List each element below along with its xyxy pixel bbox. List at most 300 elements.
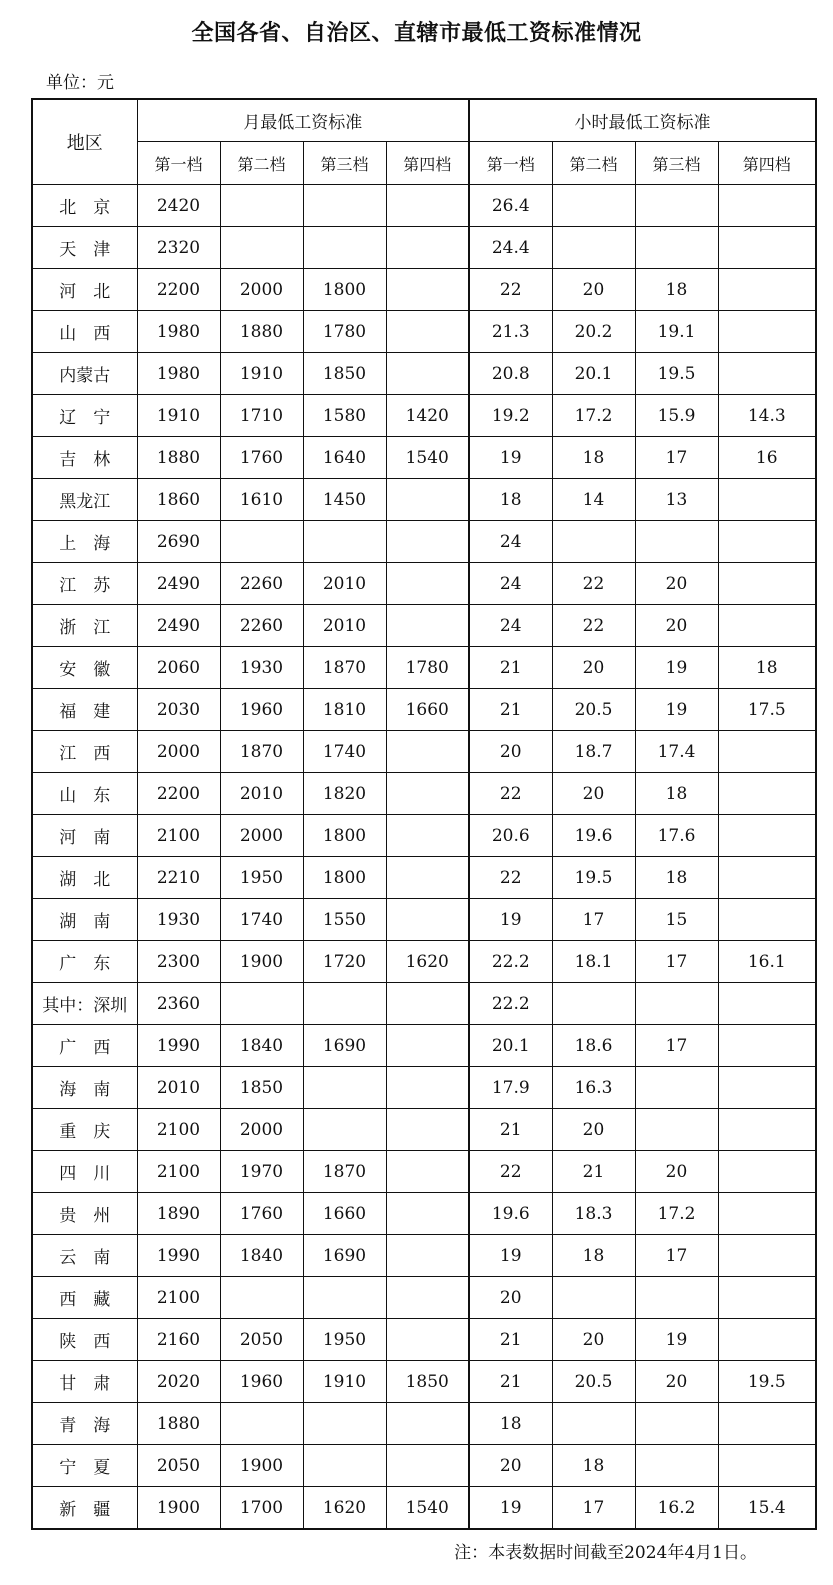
hourly-value-cell: [718, 1067, 816, 1109]
hourly-value-cell: 21: [469, 1361, 552, 1403]
monthly-value-cell: 1800: [303, 815, 386, 857]
monthly-value-cell: 1760: [220, 1193, 303, 1235]
monthly-value-cell: 1820: [303, 773, 386, 815]
table-row: [32, 185, 816, 227]
hourly-value-cell: 16.3: [552, 1067, 635, 1109]
hourly-value-cell: 20: [635, 605, 718, 647]
monthly-value-cell: 1880: [137, 1403, 220, 1445]
page-title: 全国各省、自治区、直辖市最低工资标准情况: [191, 21, 642, 46]
hourly-value-cell: 17.9: [469, 1067, 552, 1109]
monthly-value-cell: 1870: [303, 1151, 386, 1193]
monthly-value-cell: 1950: [220, 857, 303, 899]
hourly-value-cell: 19.5: [718, 1361, 816, 1403]
hourly-value-cell: [718, 1193, 816, 1235]
monthly-value-cell: 2300: [137, 941, 220, 983]
hourly-value-cell: [718, 521, 816, 563]
monthly-value-cell: [386, 1445, 469, 1487]
monthly-value-cell: [386, 1193, 469, 1235]
hourly-value-cell: 26.4: [469, 185, 552, 227]
monthly-value-cell: 1420: [386, 395, 469, 437]
hourly-tier-2: 第二档: [552, 142, 635, 185]
monthly-value-cell: 1860: [137, 479, 220, 521]
hourly-value-cell: 20: [469, 731, 552, 773]
region-cell: 新 疆: [32, 1487, 137, 1530]
region-cell: 西 藏: [32, 1277, 137, 1319]
hourly-value-cell: 19: [635, 689, 718, 731]
monthly-tier-3: 第三档: [303, 142, 386, 185]
monthly-value-cell: [220, 185, 303, 227]
monthly-value-cell: 1810: [303, 689, 386, 731]
monthly-value-cell: [386, 773, 469, 815]
table-row: [32, 1193, 816, 1235]
monthly-value-cell: [386, 479, 469, 521]
table-row: [32, 1025, 816, 1067]
region-cell: 河 北: [32, 269, 137, 311]
monthly-value-cell: 2010: [137, 1067, 220, 1109]
hourly-value-cell: 21: [469, 1319, 552, 1361]
monthly-value-cell: [386, 731, 469, 773]
region-cell: 海 南: [32, 1067, 137, 1109]
monthly-value-cell: [386, 1403, 469, 1445]
hourly-value-cell: 20.2: [552, 311, 635, 353]
monthly-value-cell: 1840: [220, 1025, 303, 1067]
monthly-value-cell: 2030: [137, 689, 220, 731]
monthly-value-cell: [386, 185, 469, 227]
region-cell: 上 海: [32, 521, 137, 563]
monthly-value-cell: [386, 311, 469, 353]
hourly-value-cell: 18: [635, 857, 718, 899]
hourly-value-cell: 21: [469, 689, 552, 731]
region-cell: 安 徽: [32, 647, 137, 689]
hourly-value-cell: 22: [469, 1151, 552, 1193]
table-row: [32, 1151, 816, 1193]
monthly-value-cell: 1990: [137, 1025, 220, 1067]
minimum-wage-table: [31, 98, 817, 1530]
monthly-value-cell: [386, 605, 469, 647]
hourly-value-cell: 20.5: [552, 689, 635, 731]
hourly-value-cell: 18: [635, 269, 718, 311]
table-row: [32, 1067, 816, 1109]
monthly-value-cell: 1880: [220, 311, 303, 353]
hourly-value-cell: 20: [635, 563, 718, 605]
hourly-value-cell: [635, 185, 718, 227]
region-cell: 辽 宁: [32, 395, 137, 437]
region-cell: 湖 南: [32, 899, 137, 941]
monthly-value-cell: 1960: [220, 1361, 303, 1403]
monthly-value-cell: 2000: [220, 269, 303, 311]
table-row: [32, 899, 816, 941]
monthly-value-cell: 2050: [220, 1319, 303, 1361]
hourly-value-cell: 19.2: [469, 395, 552, 437]
hourly-value-cell: 21.3: [469, 311, 552, 353]
monthly-value-cell: 1540: [386, 1487, 469, 1530]
monthly-value-cell: 1690: [303, 1025, 386, 1067]
hourly-value-cell: 18.6: [552, 1025, 635, 1067]
hourly-value-cell: [718, 353, 816, 395]
hourly-value-cell: 19.1: [635, 311, 718, 353]
region-cell: 天 津: [32, 227, 137, 269]
monthly-value-cell: [220, 1277, 303, 1319]
monthly-value-cell: 1710: [220, 395, 303, 437]
region-cell: 贵 州: [32, 1193, 137, 1235]
hourly-value-cell: 17.4: [635, 731, 718, 773]
monthly-value-cell: [386, 815, 469, 857]
monthly-value-cell: 1970: [220, 1151, 303, 1193]
hourly-value-cell: [718, 983, 816, 1025]
monthly-value-cell: 1980: [137, 311, 220, 353]
hourly-value-cell: 20: [635, 1361, 718, 1403]
monthly-header: 月最低工资标准: [137, 99, 469, 142]
monthly-value-cell: 2060: [137, 647, 220, 689]
monthly-value-cell: [386, 1109, 469, 1151]
region-cell: 内蒙古: [32, 353, 137, 395]
table-row: [32, 815, 816, 857]
table-row: [32, 689, 816, 731]
monthly-value-cell: 2100: [137, 815, 220, 857]
monthly-value-cell: 2000: [220, 1109, 303, 1151]
hourly-value-cell: 20: [635, 1151, 718, 1193]
monthly-tier-1: 第一档: [137, 142, 220, 185]
region-cell: 广 东: [32, 941, 137, 983]
monthly-value-cell: 2100: [137, 1151, 220, 1193]
hourly-value-cell: 20: [552, 269, 635, 311]
monthly-value-cell: 2100: [137, 1109, 220, 1151]
monthly-value-cell: 1740: [303, 731, 386, 773]
monthly-value-cell: 1850: [303, 353, 386, 395]
monthly-value-cell: 1900: [220, 1445, 303, 1487]
region-cell: 宁 夏: [32, 1445, 137, 1487]
hourly-value-cell: 18: [635, 773, 718, 815]
region-cell: 福 建: [32, 689, 137, 731]
hourly-value-cell: 20: [552, 1319, 635, 1361]
monthly-value-cell: 2200: [137, 269, 220, 311]
monthly-value-cell: 1660: [386, 689, 469, 731]
table-row: [32, 773, 816, 815]
monthly-value-cell: 1720: [303, 941, 386, 983]
region-cell: 云 南: [32, 1235, 137, 1277]
table-row: [32, 1319, 816, 1361]
table-row: [32, 647, 816, 689]
region-cell: 浙 江: [32, 605, 137, 647]
hourly-value-cell: [718, 269, 816, 311]
hourly-value-cell: [635, 1109, 718, 1151]
monthly-value-cell: 1910: [303, 1361, 386, 1403]
hourly-value-cell: [718, 1109, 816, 1151]
hourly-value-cell: [635, 521, 718, 563]
hourly-value-cell: 19.5: [635, 353, 718, 395]
hourly-value-cell: 22: [469, 269, 552, 311]
hourly-value-cell: [718, 479, 816, 521]
hourly-value-cell: 18: [469, 1403, 552, 1445]
monthly-value-cell: [303, 1277, 386, 1319]
table-row: [32, 521, 816, 563]
hourly-value-cell: 17: [635, 941, 718, 983]
monthly-value-cell: 2320: [137, 227, 220, 269]
monthly-value-cell: 1910: [220, 353, 303, 395]
hourly-value-cell: 17.5: [718, 689, 816, 731]
hourly-value-cell: 19.6: [469, 1193, 552, 1235]
hourly-value-cell: [635, 983, 718, 1025]
monthly-value-cell: 1700: [220, 1487, 303, 1530]
monthly-value-cell: [220, 227, 303, 269]
hourly-value-cell: [552, 521, 635, 563]
hourly-value-cell: 19: [469, 437, 552, 479]
hourly-value-cell: [718, 899, 816, 941]
monthly-value-cell: [303, 227, 386, 269]
monthly-value-cell: [220, 1403, 303, 1445]
monthly-value-cell: [303, 1403, 386, 1445]
hourly-value-cell: 17: [635, 1235, 718, 1277]
hourly-value-cell: [718, 1025, 816, 1067]
monthly-value-cell: 1870: [220, 731, 303, 773]
hourly-value-cell: 17.2: [552, 395, 635, 437]
monthly-value-cell: [303, 185, 386, 227]
hourly-value-cell: 18: [552, 1445, 635, 1487]
hourly-value-cell: 16: [718, 437, 816, 479]
hourly-value-cell: 13: [635, 479, 718, 521]
monthly-value-cell: 1610: [220, 479, 303, 521]
hourly-value-cell: [718, 227, 816, 269]
monthly-value-cell: 2260: [220, 563, 303, 605]
monthly-value-cell: [386, 1235, 469, 1277]
table-row: [32, 605, 816, 647]
region-cell: 湖 北: [32, 857, 137, 899]
hourly-value-cell: [552, 185, 635, 227]
hourly-value-cell: 19.5: [552, 857, 635, 899]
region-cell: 甘 肃: [32, 1361, 137, 1403]
hourly-value-cell: 20.5: [552, 1361, 635, 1403]
region-cell: 其中：深圳: [32, 983, 137, 1025]
hourly-value-cell: 17.2: [635, 1193, 718, 1235]
monthly-value-cell: 1840: [220, 1235, 303, 1277]
table-row: [32, 395, 816, 437]
table-row: [32, 227, 816, 269]
monthly-value-cell: 1690: [303, 1235, 386, 1277]
hourly-value-cell: 15.9: [635, 395, 718, 437]
monthly-value-cell: 2690: [137, 521, 220, 563]
hourly-value-cell: [718, 605, 816, 647]
hourly-value-cell: 20.1: [469, 1025, 552, 1067]
hourly-value-cell: 18: [552, 1235, 635, 1277]
monthly-value-cell: 1850: [386, 1361, 469, 1403]
monthly-value-cell: 2490: [137, 563, 220, 605]
hourly-value-cell: 17: [635, 437, 718, 479]
hourly-header: 小时最低工资标准: [469, 99, 816, 142]
monthly-value-cell: 2010: [303, 563, 386, 605]
table-row: [32, 311, 816, 353]
hourly-value-cell: [718, 1403, 816, 1445]
region-cell: 江 苏: [32, 563, 137, 605]
region-cell: 山 西: [32, 311, 137, 353]
monthly-value-cell: 1930: [220, 647, 303, 689]
monthly-value-cell: [220, 983, 303, 1025]
monthly-value-cell: 2210: [137, 857, 220, 899]
monthly-value-cell: 1850: [220, 1067, 303, 1109]
hourly-value-cell: 20.6: [469, 815, 552, 857]
hourly-value-cell: 19: [635, 1319, 718, 1361]
table-body: [32, 185, 816, 1530]
monthly-value-cell: 1950: [303, 1319, 386, 1361]
hourly-value-cell: 20.1: [552, 353, 635, 395]
hourly-value-cell: 22.2: [469, 983, 552, 1025]
region-cell: 北 京: [32, 185, 137, 227]
monthly-value-cell: [386, 1151, 469, 1193]
table-row: [32, 353, 816, 395]
table-row: [32, 1277, 816, 1319]
hourly-value-cell: 17.6: [635, 815, 718, 857]
hourly-tier-3: 第三档: [635, 142, 718, 185]
hourly-value-cell: [552, 1403, 635, 1445]
monthly-value-cell: 1620: [386, 941, 469, 983]
region-cell: 广 西: [32, 1025, 137, 1067]
hourly-value-cell: 24: [469, 605, 552, 647]
header-row-groups: [32, 99, 816, 142]
monthly-value-cell: 2260: [220, 605, 303, 647]
hourly-value-cell: [718, 563, 816, 605]
hourly-value-cell: 17: [552, 1487, 635, 1530]
monthly-value-cell: 2490: [137, 605, 220, 647]
monthly-value-cell: 2420: [137, 185, 220, 227]
hourly-value-cell: 22: [469, 773, 552, 815]
monthly-value-cell: 2200: [137, 773, 220, 815]
hourly-value-cell: 24: [469, 521, 552, 563]
monthly-value-cell: [386, 563, 469, 605]
monthly-value-cell: [303, 983, 386, 1025]
hourly-value-cell: [552, 983, 635, 1025]
hourly-value-cell: 20: [469, 1277, 552, 1319]
monthly-value-cell: 1870: [303, 647, 386, 689]
monthly-value-cell: 1620: [303, 1487, 386, 1530]
monthly-value-cell: 1910: [137, 395, 220, 437]
monthly-value-cell: 2000: [137, 731, 220, 773]
monthly-value-cell: 2050: [137, 1445, 220, 1487]
monthly-value-cell: [386, 269, 469, 311]
region-cell: 黑龙江: [32, 479, 137, 521]
monthly-value-cell: [386, 1277, 469, 1319]
hourly-value-cell: 19: [469, 1487, 552, 1530]
hourly-value-cell: 14: [552, 479, 635, 521]
header-row-tiers: [32, 142, 816, 185]
monthly-value-cell: 1540: [386, 437, 469, 479]
hourly-value-cell: 20: [552, 773, 635, 815]
hourly-value-cell: 22.2: [469, 941, 552, 983]
table-row: [32, 1487, 816, 1530]
hourly-value-cell: [552, 1277, 635, 1319]
region-cell: 重 庆: [32, 1109, 137, 1151]
hourly-value-cell: [718, 185, 816, 227]
region-cell: 吉 林: [32, 437, 137, 479]
monthly-value-cell: [386, 521, 469, 563]
hourly-value-cell: 19.6: [552, 815, 635, 857]
hourly-value-cell: 17: [635, 1025, 718, 1067]
table-row: [32, 437, 816, 479]
monthly-value-cell: 1800: [303, 269, 386, 311]
monthly-value-cell: [220, 521, 303, 563]
region-cell: 山 东: [32, 773, 137, 815]
hourly-value-cell: [718, 857, 816, 899]
monthly-value-cell: 2020: [137, 1361, 220, 1403]
table-row: [32, 1445, 816, 1487]
monthly-value-cell: 2010: [220, 773, 303, 815]
monthly-value-cell: 1880: [137, 437, 220, 479]
hourly-value-cell: 18.1: [552, 941, 635, 983]
monthly-value-cell: [303, 1067, 386, 1109]
monthly-value-cell: 1900: [220, 941, 303, 983]
hourly-value-cell: 21: [552, 1151, 635, 1193]
monthly-value-cell: 1800: [303, 857, 386, 899]
region-header: 地区: [32, 99, 137, 185]
hourly-value-cell: 22: [552, 563, 635, 605]
hourly-value-cell: 15: [635, 899, 718, 941]
table-row: [32, 983, 816, 1025]
monthly-tier-4: 第四档: [386, 142, 469, 185]
hourly-value-cell: 18.7: [552, 731, 635, 773]
monthly-value-cell: 2160: [137, 1319, 220, 1361]
hourly-value-cell: 18.3: [552, 1193, 635, 1235]
monthly-value-cell: 1550: [303, 899, 386, 941]
hourly-value-cell: 22: [469, 857, 552, 899]
hourly-value-cell: [718, 1277, 816, 1319]
monthly-tier-2: 第二档: [220, 142, 303, 185]
hourly-value-cell: 20: [552, 1109, 635, 1151]
hourly-value-cell: [718, 311, 816, 353]
monthly-value-cell: 1660: [303, 1193, 386, 1235]
monthly-value-cell: 1740: [220, 899, 303, 941]
monthly-value-cell: [303, 1445, 386, 1487]
hourly-value-cell: 19: [469, 899, 552, 941]
hourly-value-cell: 20.8: [469, 353, 552, 395]
hourly-value-cell: 19: [635, 647, 718, 689]
region-cell: 河 南: [32, 815, 137, 857]
hourly-value-cell: 20: [469, 1445, 552, 1487]
monthly-value-cell: [303, 1109, 386, 1151]
monthly-value-cell: 1960: [220, 689, 303, 731]
monthly-value-cell: 1930: [137, 899, 220, 941]
region-cell: 江 西: [32, 731, 137, 773]
table-row: [32, 269, 816, 311]
hourly-value-cell: [635, 227, 718, 269]
hourly-value-cell: [635, 1067, 718, 1109]
hourly-value-cell: [552, 227, 635, 269]
hourly-value-cell: 14.3: [718, 395, 816, 437]
monthly-value-cell: 2100: [137, 1277, 220, 1319]
hourly-value-cell: 16.2: [635, 1487, 718, 1530]
monthly-value-cell: 1780: [303, 311, 386, 353]
hourly-value-cell: [718, 1319, 816, 1361]
table-row: [32, 1403, 816, 1445]
hourly-value-cell: [635, 1403, 718, 1445]
monthly-value-cell: 1760: [220, 437, 303, 479]
hourly-value-cell: [718, 1445, 816, 1487]
hourly-value-cell: 21: [469, 647, 552, 689]
monthly-value-cell: 1900: [137, 1487, 220, 1530]
table-row: [32, 563, 816, 605]
monthly-value-cell: [386, 1067, 469, 1109]
monthly-value-cell: 1450: [303, 479, 386, 521]
hourly-value-cell: 24.4: [469, 227, 552, 269]
monthly-value-cell: [386, 353, 469, 395]
monthly-value-cell: 1980: [137, 353, 220, 395]
monthly-value-cell: 2360: [137, 983, 220, 1025]
hourly-value-cell: [718, 815, 816, 857]
hourly-tier-1: 第一档: [469, 142, 552, 185]
hourly-value-cell: 21: [469, 1109, 552, 1151]
monthly-value-cell: [386, 983, 469, 1025]
table-row: [32, 1109, 816, 1151]
hourly-value-cell: [718, 731, 816, 773]
hourly-value-cell: 24: [469, 563, 552, 605]
hourly-value-cell: [718, 773, 816, 815]
